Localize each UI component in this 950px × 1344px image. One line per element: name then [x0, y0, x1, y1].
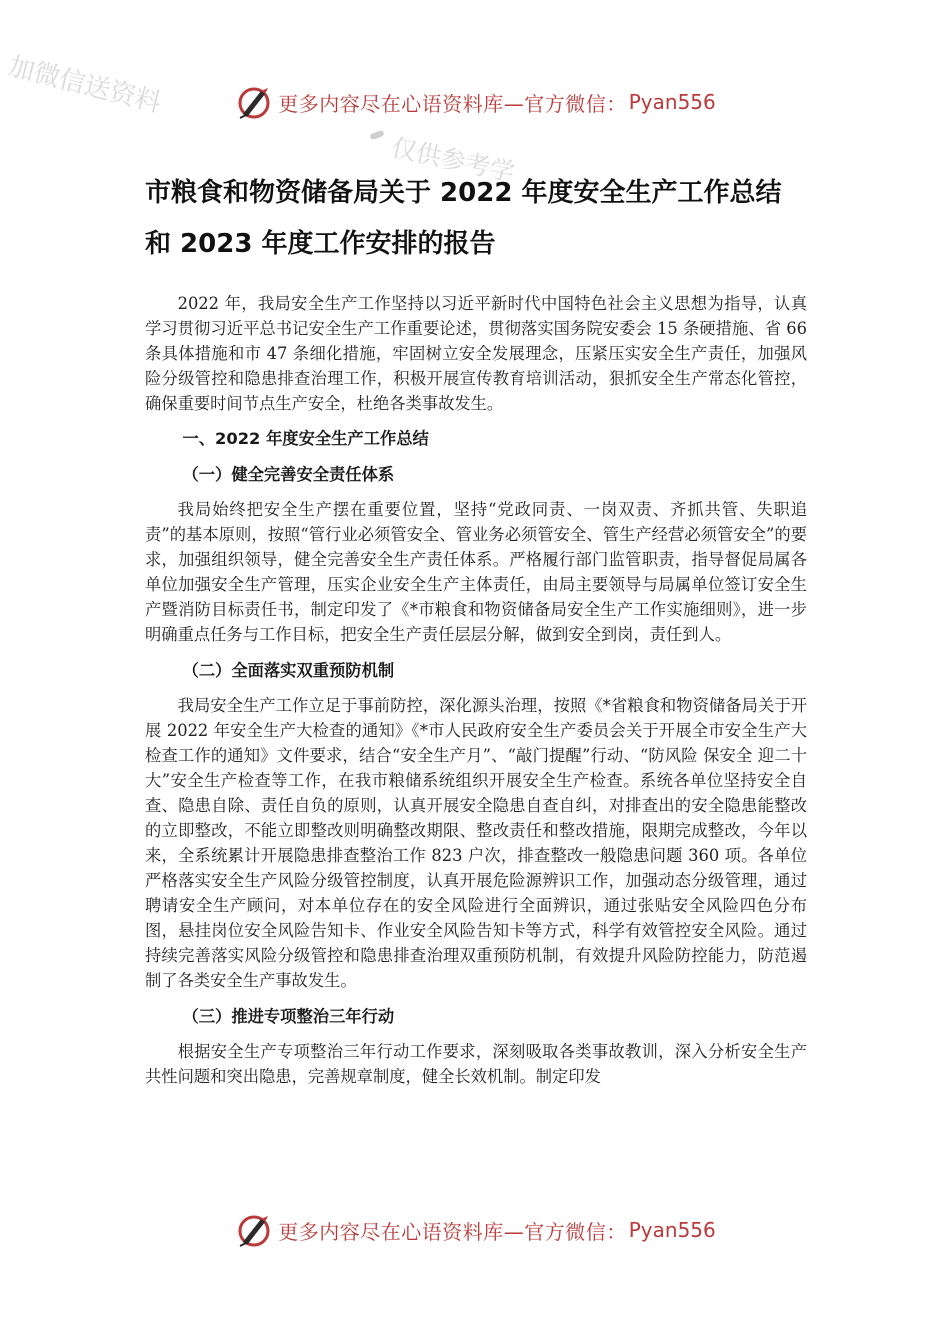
document-title: 市粮食和物资储备局关于 2022 年度安全生产工作总结和 2023 年度工作安排的报告 [145, 178, 782, 259]
banner-wechat-id: Pyan556 [628, 1218, 716, 1242]
intro-paragraph: 2022 年，我局安全生产工作坚持以习近平新时代中国特色社会主义思想为指导，认真学习贯彻习近平总书记安全生产工作重要论述，贯彻落实国务院安委会 15 条硬措施、省 66 条具体措施和市 47 条细化措施，牢固树立安全发展理念，压紧压实安全生产责任，加强风险分级管控和隐患排查治理工作，积极开展宣传教育培训活动，狠抓安全生产常态化管控，确保重要时间节点生产安全，杜绝各类事故发生。 [145, 294, 807, 413]
pen-logo-icon [234, 1210, 274, 1250]
watermark-top-right: 仅供参考学 [388, 132, 518, 188]
subsection-body-2: 我局安全生产工作立足于事前防控，深化源头治理，按照《*省粮食和物资储备局关于开展 2022 年安全生产大检查的通知》《*市人民政府安全生产委员会关于开展全市安全生产大检查工作的通知》文件要求，结合“安全生产月”、“敲门提醒”行动、“防风险 保安全 迎二十大”安全生产检查等工作，在我市粮储系统组织开展安全生产检查。系统各单位坚持安全自查、隐患自除、责任自负的原则，认真开展安全隐患自查自纠，对排查出的安全隐患能整改的立即整改，不能立即整改则明确整改期限、整改责任和整改措施，限期完成整改，今年以来，全系统累计开展隐患排查整治工作 823 户次，排查整改一般隐患问题 360 项。各单位严格落实安全生产风险分级管控制度，认真开展危险源辨识工作，加强动态分级管理，通过聘请安全生产顾问，对本单位存在的安全风险进行全面辨识，通过张贴安全风险四色分布图，悬挂岗位安全风险告知卡、作业安全风险告知卡等方式，科学有效管控安全风险。通过持续完善落实风险分级管控和隐患排查治理双重预防机制，有效提升风险防控能力，防范遏制了各类安全生产事故发生。 [145, 696, 807, 990]
subsection-heading-2: （二）全面落实双重预防机制 [182, 661, 395, 680]
watermark-mark [369, 130, 384, 140]
watermark-top-left: 加微信送资料 [5, 51, 164, 119]
subsection-body-1: 我局始终把安全生产摆在重要位置，坚持“党政同责、一岗双责、齐抓共管、失职追责”的基本原则，按照“管行业必须管安全、管业务必须管安全、管生产经营必须管安全”的要求，加强组织领导，健全完善安全生产责任体系。严格履行部门监管职责，指导督促局属各单位加强安全生产管理，压实企业安全生产主体责任，由局主要领导与局属单位签订安全生产暨消防目标责任书，制定印发了《*市粮食和物资储备局安全生产工作实施细则》，进一步明确重点任务与工作目标，把安全生产责任层层分解，做到安全到岗，责任到人。 [145, 500, 807, 644]
banner-wechat-id: Pyan556 [628, 90, 716, 114]
banner-text: 更多内容尽在心语资料库—官方微信： [278, 91, 627, 116]
document-body [145, 168, 807, 1089]
pen-logo-icon [234, 82, 274, 122]
header-banner [0, 80, 950, 124]
banner-text: 更多内容尽在心语资料库—官方微信： [278, 1219, 627, 1244]
section-heading: 一、2022 年度安全生产工作总结 [182, 429, 429, 448]
subsection-body-3: 根据安全生产专项整治三年行动工作要求，深刻吸取各类事故教训，深入分析安全生产共性问题和突出隐患，完善规章制度，健全长效机制。制定印发 [145, 1042, 807, 1086]
subsection-heading-3: （三）推进专项整治三年行动 [182, 1007, 395, 1026]
footer-banner [0, 1208, 950, 1252]
subsection-heading-1: （一）健全完善安全责任体系 [182, 465, 395, 484]
